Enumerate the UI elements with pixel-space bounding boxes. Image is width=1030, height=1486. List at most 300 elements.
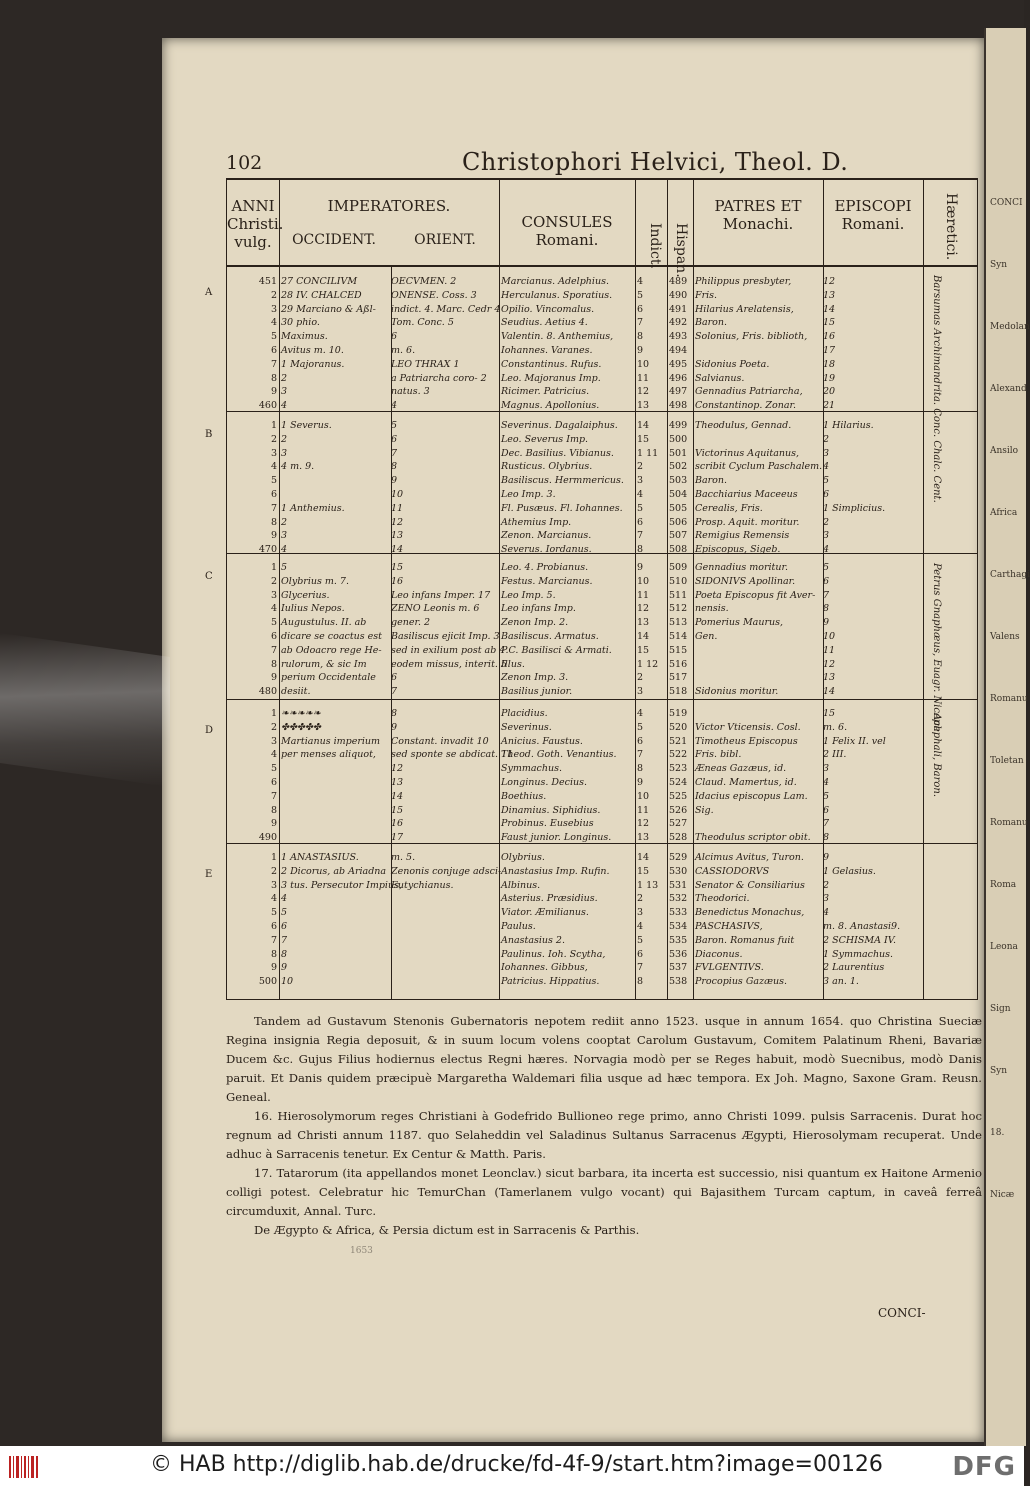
indict-cell: 4	[637, 489, 644, 500]
table-row	[227, 372, 979, 386]
table-row	[227, 961, 979, 975]
indict-cell: 2	[637, 893, 644, 905]
episcopi-cell: 7	[823, 589, 830, 601]
hispan-cell: 525	[669, 790, 688, 802]
table-row	[227, 707, 979, 721]
consules-cell: Dec. Basilius. Vibianus.	[501, 447, 614, 459]
consules-cell: Severus. Iordanus.	[501, 544, 592, 556]
occident-cell: 4	[281, 544, 288, 556]
table-row	[227, 460, 979, 474]
episcopi-cell: 1 Simplicius.	[823, 502, 886, 514]
orient-cell: 5	[391, 420, 398, 431]
hispan-cell: 522	[669, 749, 688, 761]
indict-cell: 5	[637, 934, 644, 946]
occident-cell: 4 m. 9.	[281, 461, 315, 473]
patres-cell: PASCHASIVS,	[695, 921, 763, 932]
indict-cell: 5	[637, 721, 644, 733]
orient-cell: 10	[391, 489, 404, 500]
next-page-fragment: Syn	[990, 260, 1008, 270]
year-cell: 8	[270, 516, 277, 528]
indict-cell: 2	[637, 672, 644, 684]
patres-cell: Philippus presbyter,	[695, 276, 792, 287]
year-cell: 3	[270, 303, 277, 315]
table-row	[227, 358, 979, 372]
episcopi-cell: 5	[823, 475, 830, 487]
page-number: 102	[226, 152, 263, 174]
note-paragraph: 17. Tatarorum (ita appellandos monet Leonclav.) sicut barbara, ita incerta est successio, nisi quantum ex Haitone Armenio colligi potest. Celebratur hic TemurChan (Tamerlanem vulgo vocant) qui Bajasithem Turcam captum, in caveâ ferreâ circumduxit, Annal. Turc.	[226, 1166, 982, 1218]
occident-cell: Olybrius m. 7.	[281, 575, 349, 587]
table-row	[227, 735, 979, 749]
next-page-fragment: Roma	[990, 880, 1017, 890]
occident-cell: 1 Anthemius.	[281, 502, 345, 514]
consules-cell: Illus.	[501, 658, 525, 670]
library-barcode-icon	[8, 1454, 40, 1480]
consules-cell: Iohannes. Varanes.	[501, 345, 593, 356]
year-cell: 3	[270, 589, 277, 601]
table-row	[227, 721, 979, 735]
table-row	[227, 776, 979, 790]
year-cell: 4	[270, 461, 277, 473]
table-row	[227, 275, 979, 289]
orient-cell: 12	[391, 763, 404, 775]
orient-cell: OECVMEN. 2	[391, 276, 457, 287]
table-row	[227, 602, 979, 616]
next-page-fragment: Medolan	[990, 322, 1030, 332]
episcopi-cell: 8	[823, 832, 830, 844]
year-cell: 8	[270, 372, 277, 384]
occident-cell: 4	[281, 400, 288, 412]
pencil-note: 1653	[350, 1246, 373, 1256]
table-row	[227, 685, 979, 699]
consules-cell: Paulus.	[501, 921, 536, 932]
consules-cell: Iohannes. Gibbus,	[501, 962, 588, 974]
indict-cell: 2	[637, 461, 644, 473]
occident-cell: 29 Marciano & Aßl-	[281, 303, 376, 315]
orient-cell: 17	[391, 832, 404, 844]
year-cell: 7	[270, 790, 277, 802]
consules-cell: Athemius Imp.	[501, 516, 572, 528]
occident-cell: Glycerius.	[281, 589, 330, 601]
next-page-fragment: Ansilo	[990, 446, 1019, 456]
table-row	[227, 644, 979, 658]
year-cell: 2	[270, 433, 277, 445]
consules-cell: Placidius.	[501, 708, 548, 719]
occident-cell: 10	[281, 976, 294, 988]
orient-cell: 11	[391, 502, 404, 514]
hispan-cell: 532	[669, 893, 688, 905]
year-cell: 6	[270, 921, 277, 932]
orient-cell: Basiliscus ejicit Imp. 3	[391, 631, 500, 642]
patres-cell: Pomerius Maurus,	[695, 617, 784, 629]
table-row	[227, 502, 979, 516]
year-cell: 3	[270, 447, 277, 459]
occident-cell: ❧❧❧❧❧	[281, 708, 321, 719]
indict-cell: 10	[637, 358, 650, 370]
indict-cell: 6	[637, 516, 644, 528]
consules-cell: Marcianus. Adelphius.	[501, 276, 609, 287]
orient-cell: 13	[391, 530, 404, 542]
indict-cell: 9	[637, 777, 644, 788]
episcopi-cell: 14	[823, 303, 836, 315]
footer-link[interactable]: © HAB http://diglib.hab.de/drucke/fd-4f-9/start.htm?image=00126	[150, 1452, 883, 1477]
patres-cell: Theodulus, Gennad.	[695, 420, 792, 431]
indict-cell: 10	[637, 790, 650, 802]
notes-block	[226, 1012, 982, 1240]
haeretici-entry: Acephali, Baron.	[931, 713, 942, 798]
episcopi-cell: 5	[823, 562, 830, 573]
orient-cell: natus. 3	[391, 386, 430, 398]
occident-cell: 1 Severus.	[281, 420, 332, 431]
table-row	[227, 948, 979, 962]
hispan-cell: 499	[669, 420, 688, 431]
orient-cell: 12	[391, 516, 404, 528]
consules-cell: P.C. Basilisci & Armati.	[501, 644, 612, 656]
patres-cell: Episcopus, Sigeb.	[695, 544, 781, 556]
year-cell: 7	[270, 644, 277, 656]
patres-cell: Victorinus Aquitanus,	[695, 447, 800, 459]
episcopi-cell: 9	[823, 852, 830, 863]
consules-cell: Leo. Severus Imp.	[501, 433, 589, 445]
consules-cell: Rusticus. Olybrius.	[501, 461, 593, 473]
episcopi-cell: 3	[823, 893, 830, 905]
orient-cell: eodem missus, interit. 5	[391, 658, 507, 670]
consules-cell: Albinus.	[501, 879, 541, 891]
chronology-table	[205, 178, 978, 1000]
indict-cell: 7	[637, 530, 644, 542]
indict-cell: 7	[637, 749, 644, 761]
hispan-cell: 493	[669, 331, 688, 343]
patres-cell: Baron.	[695, 475, 728, 487]
episcopi-cell: 15	[823, 708, 836, 719]
patres-cell: Idacius episcopus Lam.	[695, 790, 808, 802]
patres-cell: Prosp. Aquit. moritur.	[695, 516, 800, 528]
next-page-fragment: CONCI	[990, 198, 1023, 208]
orient-cell: Tom. Conc. 5	[391, 317, 454, 329]
indict-cell: 14	[637, 631, 650, 642]
header-patres: PATRES ET Monachi.	[714, 197, 802, 233]
consules-cell: Basiliscus. Hermmericus.	[501, 475, 624, 487]
hispan-cell: 538	[669, 976, 688, 988]
hispan-cell: 511	[669, 589, 688, 601]
consules-cell: Asterius. Præsidius.	[501, 893, 598, 905]
table-row	[227, 575, 979, 589]
year-cell: 451	[258, 276, 277, 287]
episcopi-cell: 7	[823, 818, 830, 830]
hispan-cell: 531	[669, 879, 688, 891]
patres-cell: Hilarius Arelatensis,	[695, 303, 794, 315]
dfg-logo: DFG	[952, 1452, 1016, 1482]
consules-cell: Valentin. 8. Anthemius,	[501, 331, 614, 343]
orient-cell: ONENSE. Coss. 3	[391, 289, 477, 301]
hispan-cell: 530	[669, 865, 688, 877]
running-title: Christophori Helvici, Theol. D.	[462, 148, 849, 176]
occident-cell: 3 tus. Persecutor Impius,	[281, 879, 402, 891]
year-cell: 6	[270, 777, 277, 788]
consules-cell: Patricius. Hippatius.	[501, 976, 600, 988]
table-row	[227, 762, 979, 776]
hispan-cell: 519	[669, 708, 688, 719]
hispan-cell: 510	[669, 575, 688, 587]
episcopi-cell: 17	[823, 345, 836, 356]
episcopi-cell: 6	[823, 575, 830, 587]
next-page-fragment: Sign	[990, 1004, 1011, 1014]
hispan-cell: 523	[669, 763, 688, 775]
episcopi-cell: 11	[823, 644, 836, 656]
orient-cell: 14	[391, 544, 404, 556]
consules-cell: Herculanus. Sporatius.	[501, 289, 613, 301]
episcopi-cell: 13	[823, 289, 836, 301]
table-row	[227, 671, 979, 685]
hispan-cell: 506	[669, 516, 688, 528]
table-row	[227, 474, 979, 488]
orient-cell: LEO THRAX 1	[391, 358, 460, 370]
occident-cell: Augustulus. II. ab	[281, 617, 367, 629]
episcopi-cell: 2	[823, 879, 830, 891]
orient-cell: 8	[391, 461, 398, 473]
table-row	[227, 516, 979, 530]
patres-cell: Gennadius Patriarcha,	[695, 386, 803, 398]
occident-cell: 3	[281, 447, 288, 459]
year-cell: 1	[270, 708, 277, 719]
table-row	[227, 879, 979, 893]
indict-cell: 7	[637, 962, 644, 974]
hispan-cell: 515	[669, 644, 688, 656]
occident-cell: Iulius Nepos.	[281, 603, 345, 615]
hispan-cell: 500	[669, 433, 688, 445]
consules-cell: Viator. Æmilianus.	[501, 907, 589, 919]
occident-cell: 28 IV. CHALCED	[281, 289, 362, 301]
indict-cell: 13	[637, 832, 650, 844]
patres-cell: Bacchiarius Maceeus	[695, 489, 798, 500]
indict-cell: 13	[637, 617, 650, 629]
hispan-cell: 502	[669, 461, 688, 473]
hispan-cell: 501	[669, 447, 688, 459]
year-cell: 480	[258, 686, 277, 698]
orient-cell: Leo infans Imper. 17	[391, 589, 491, 601]
hispan-cell: 495	[669, 358, 688, 370]
occident-cell: 5	[281, 907, 288, 919]
episcopi-cell: m. 6.	[823, 721, 848, 733]
orient-cell: a Patriarcha coro- 2	[391, 372, 487, 384]
consules-cell: Seudius. Aetius 4.	[501, 317, 588, 329]
indict-cell: 5	[637, 502, 644, 514]
hispan-cell: 494	[669, 345, 688, 356]
table-row	[227, 561, 979, 575]
patres-cell: Fris. bibl.	[695, 749, 742, 761]
year-cell: 4	[270, 893, 277, 905]
indict-cell: 10	[637, 575, 650, 587]
orient-cell: Constant. invadit 10	[391, 735, 489, 747]
consules-cell: Severinus. Dagalaiphus.	[501, 420, 618, 431]
table-row	[227, 385, 979, 399]
episcopi-cell: 2 III.	[823, 749, 847, 761]
indict-cell: 4	[637, 276, 644, 287]
table-row	[227, 817, 979, 831]
running-head	[226, 148, 978, 180]
table-row	[227, 658, 979, 672]
consules-cell: Dinamius. Siphidius.	[501, 804, 601, 816]
year-cell: 4	[270, 749, 277, 761]
hispan-cell: 533	[669, 907, 688, 919]
hispan-cell: 524	[669, 777, 688, 788]
episcopi-cell: 19	[823, 372, 836, 384]
hispan-cell: 503	[669, 475, 688, 487]
year-cell: 2	[270, 865, 277, 877]
indict-cell: 3	[637, 907, 644, 919]
episcopi-cell: 16	[823, 331, 836, 343]
year-cell: 7	[270, 502, 277, 514]
indict-cell: 4	[637, 921, 644, 932]
occident-cell: 3	[281, 530, 288, 542]
indict-cell: 8	[637, 544, 644, 556]
hispan-cell: 498	[669, 400, 688, 412]
occident-cell: perium Occidentale	[281, 672, 376, 684]
patres-cell: Fris.	[695, 289, 718, 301]
episcopi-cell: 1 Felix II. vel	[823, 735, 886, 747]
episcopi-cell: 1 Gelasius.	[823, 865, 876, 877]
hispan-cell: 491	[669, 303, 688, 315]
episcopi-cell: 3	[823, 530, 830, 542]
year-cell: 6	[270, 489, 277, 500]
consules-cell: Theod. Goth. Venantius.	[501, 749, 617, 761]
orient-cell: 15	[391, 804, 404, 816]
consules-cell: Olybrius.	[501, 852, 545, 863]
indict-cell: 8	[637, 763, 644, 775]
year-cell: 1	[270, 852, 277, 863]
episcopi-cell: 12	[823, 658, 836, 670]
episcopi-cell: 3	[823, 763, 830, 775]
occident-cell: dicare se coactus est	[281, 631, 382, 642]
header-imperatores: IMPERATORES.	[327, 197, 451, 215]
consules-cell: Leo. 4. Probianus.	[501, 562, 589, 573]
orient-cell: 7	[391, 447, 398, 459]
episcopi-cell: 13	[823, 672, 836, 684]
patres-cell: Senator & Consiliarius	[695, 879, 805, 891]
section-letter: D	[205, 725, 214, 736]
occident-cell: 3	[281, 386, 288, 398]
indict-cell: 6	[637, 303, 644, 315]
episcopi-cell: 2 SCHISMA IV.	[823, 934, 896, 946]
next-page-fragment: Syn	[990, 1066, 1008, 1076]
hispan-cell: 520	[669, 721, 688, 733]
consules-cell: Leo Imp. 5.	[501, 589, 556, 601]
year-cell: 4	[270, 603, 277, 615]
occident-cell: 1 Majoranus.	[281, 358, 345, 370]
episcopi-cell: 10	[823, 631, 836, 642]
consules-cell: Severinus.	[501, 721, 552, 733]
hispan-cell: 489	[669, 276, 688, 287]
occident-cell: 30 phio.	[281, 317, 320, 329]
table-row	[227, 865, 979, 879]
hispan-cell: 534	[669, 921, 688, 932]
year-cell: 460	[258, 400, 277, 412]
year-cell: 2	[270, 289, 277, 301]
consules-cell: Basiliscus. Armatus.	[501, 631, 599, 642]
episcopi-cell: 3 an. 1.	[823, 976, 859, 988]
indict-cell: 1 13	[637, 879, 659, 891]
year-cell: 470	[258, 544, 277, 556]
hispan-cell: 492	[669, 317, 688, 329]
table-row	[227, 433, 979, 447]
table-row	[227, 934, 979, 948]
occident-cell: Avitus m. 10.	[281, 345, 344, 356]
note-paragraph: Tandem ad Gustavum Stenonis Gubernatoris nepotem rediit anno 1523. usque in annum 1654. quo Christina Sueciæ Regina insignia Regia deposuit, & in suum locum volens cooptat Carolum Gustavum, Comitem Palatinum Rheni, Bavariæ Ducem &c. Gujus Filius hodiernus electus Regni hæres. Norvagia modò per se Reges habuit, modò Suecnibus, modò Danis paruit. Et Danis quidem præcipuè Margaretha Waldemari filia usque ad hæc tempora. Ex Joh. Magno, Saxone Gram. Reusn. Geneal.	[226, 1014, 982, 1104]
consules-cell: Fl. Pusæus. Fl. Iohannes.	[501, 502, 623, 514]
hispan-cell: 536	[669, 948, 688, 960]
consules-cell: Ricimer. Patricius.	[501, 386, 590, 398]
patres-cell: Baron.	[695, 317, 728, 329]
hispan-cell: 504	[669, 489, 688, 500]
indict-cell: 15	[637, 644, 650, 656]
hispan-cell: 518	[669, 686, 688, 698]
occident-cell: per menses aliquot,	[281, 749, 376, 761]
table-row	[227, 790, 979, 804]
patres-cell: Baron. Romanus fuit	[695, 934, 795, 946]
patres-cell: Sidonius moritur.	[695, 686, 779, 698]
consules-cell: Magnus. Apollonius.	[501, 400, 600, 412]
year-cell: 7	[270, 934, 277, 946]
year-cell: 9	[270, 530, 277, 542]
next-page-fragment: Carthagi	[990, 570, 1030, 580]
occident-cell: 2	[281, 372, 288, 384]
indict-cell: 15	[637, 865, 650, 877]
orient-cell: ZENO Leonis m. 6	[391, 603, 480, 615]
table-row	[227, 543, 979, 557]
table-row	[227, 289, 979, 303]
next-page-fragment: Nicæ	[990, 1190, 1015, 1200]
section-letter: A	[205, 287, 213, 298]
consules-cell: Leo Imp. 3.	[501, 489, 556, 500]
indict-cell: 12	[637, 386, 650, 398]
consules-cell: Leo infans Imp.	[501, 603, 576, 615]
table-row	[227, 488, 979, 502]
consules-cell: Zenon Imp. 2.	[501, 617, 569, 629]
hispan-cell: 490	[669, 289, 688, 301]
consules-cell: Opilio. Vincomalus.	[501, 303, 595, 315]
patres-cell: Theodulus scriptor obit.	[695, 832, 811, 844]
hispan-cell: 507	[669, 530, 688, 542]
occident-cell: 4	[281, 893, 288, 905]
year-cell: 5	[270, 763, 277, 775]
orient-cell: 6	[391, 433, 398, 445]
patres-cell: Solonius, Fris. biblioth,	[695, 331, 808, 343]
hispan-cell: 513	[669, 617, 688, 629]
orient-cell: Zenonis conjuge adsci-	[391, 865, 502, 877]
year-cell: 6	[270, 631, 277, 642]
indict-cell: 8	[637, 331, 644, 343]
section-letter: C	[205, 571, 213, 582]
year-cell: 9	[270, 818, 277, 830]
occident-cell: 2 Dicorus, ab Ariadna	[281, 865, 387, 877]
episcopi-cell: 4	[823, 544, 830, 556]
year-cell: 8	[270, 948, 277, 960]
hispan-cell: 517	[669, 672, 688, 684]
table-row	[227, 892, 979, 906]
occident-cell: ab Odoacro rege He-	[281, 644, 382, 656]
table-row	[227, 920, 979, 934]
hispan-cell: 496	[669, 372, 688, 384]
patres-cell: Gennadius moritur.	[695, 562, 789, 573]
table-row	[227, 630, 979, 644]
indict-cell: 9	[637, 562, 644, 573]
next-page-fragment: Leona	[990, 942, 1018, 952]
occident-cell: rulorum, & sic Im	[281, 658, 367, 670]
note-paragraph: De Ægypto & Africa, & Persia dictum est in Sarracenis & Parthis.	[254, 1223, 640, 1237]
orient-cell: 7	[391, 686, 398, 698]
episcopi-cell: m. 8. Anastasi9.	[823, 921, 901, 932]
hispan-cell: 527	[669, 818, 688, 830]
occident-cell: 27 CONCILIVM	[281, 276, 358, 287]
